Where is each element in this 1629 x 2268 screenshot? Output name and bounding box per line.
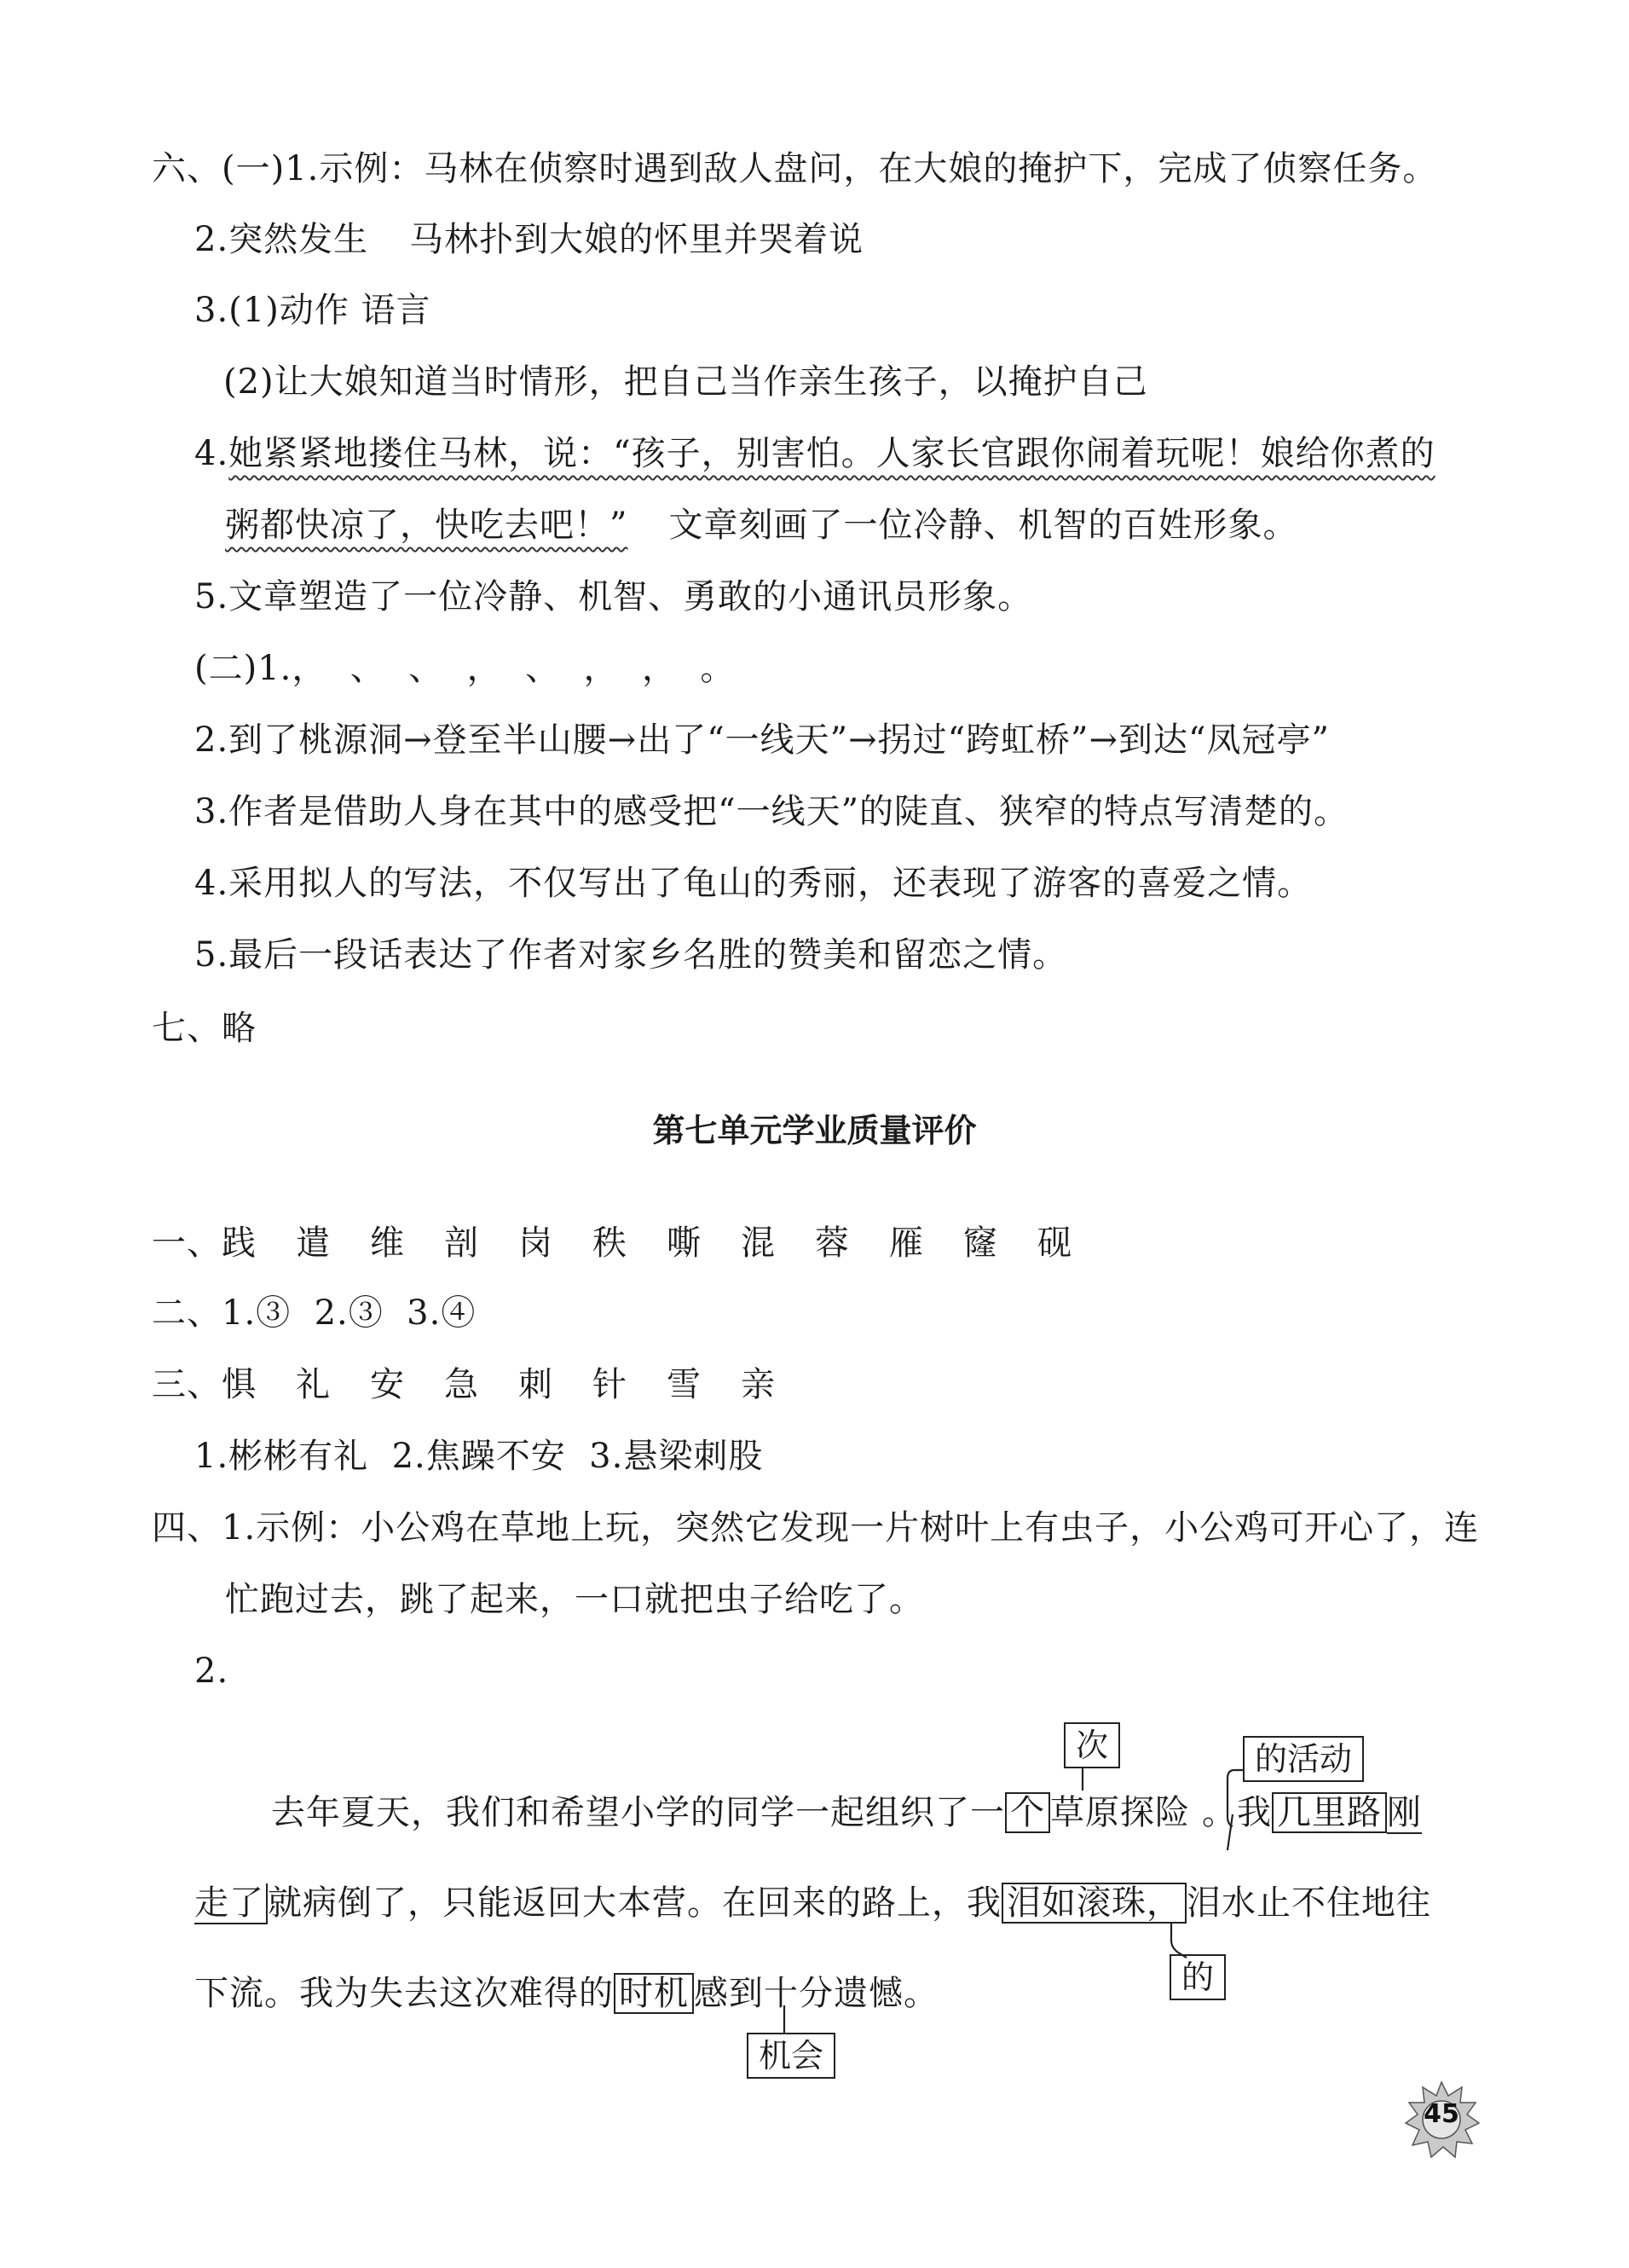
part3-char: 安 <box>370 1365 405 1404</box>
part3-idioms: 1.彬彬有礼 2.焦躁不安 3.悬梁刺股 <box>194 1437 764 1476</box>
unit-title: 第七单元学业质量评价 <box>652 1112 977 1149</box>
passage-text: 感到十分遗憾。 <box>694 1974 939 2013</box>
answer-7: 七、略 <box>152 1009 257 1048</box>
passage-text: 泪水止不住地往 <box>1187 1883 1431 1923</box>
tag-de: 的 <box>1170 1954 1226 2000</box>
tag-ci: 次 <box>1064 1722 1120 1768</box>
part3-char: 刺 <box>518 1365 553 1404</box>
part3-char: 亲 <box>741 1365 776 1404</box>
answer-6-4-prefix: 4. <box>194 434 229 473</box>
part1-char: 岗 <box>518 1224 553 1263</box>
answer-6-2-1: (二)1.， 、 、 ， 、 ， ， 。 <box>194 649 736 688</box>
part1-char: 剖 <box>444 1224 479 1263</box>
passage-text: 就病倒了，只能返回大本营。在回来的路上，我 <box>268 1883 1002 1923</box>
part1-char: 秩 <box>592 1224 627 1263</box>
part3-char: 针 <box>592 1365 627 1404</box>
part1-char: 嘶 <box>667 1224 702 1263</box>
part4-2: 2. <box>194 1652 229 1691</box>
answer-6-2b: 马林扑到大娘的怀里并哭着说 <box>409 220 864 259</box>
mark-box-ge: 个 <box>1005 1792 1050 1833</box>
answer-6-1: 六、(一)1.示例：马林在侦察时遇到敌人盘问，在大娘的掩护下，完成了侦察任务。 <box>152 149 1438 188</box>
part4-1: 四、1.示例：小公鸡在草地上玩，突然它发现一片树叶上有虫子，小公鸡可开心了，连 <box>152 1508 1480 1548</box>
part1-char: 窿 <box>963 1224 998 1263</box>
answer-6-3-2: (2)让大娘知道当时情形，把自己当作亲生孩子，以掩护自己 <box>223 362 1148 402</box>
part3-char: 惧 <box>222 1365 257 1404</box>
part2-answers: 二、1.③ 2.③ 3.④ <box>152 1293 477 1333</box>
part3-char: 礼 <box>296 1365 331 1404</box>
answer-6-4-quote: 她紧紧地搂住马林，说：“孩子，别害怕。人家长官跟你闹着玩呢！娘给你煮的 <box>228 434 1435 473</box>
passage-text: 草原探险 <box>1050 1793 1190 1832</box>
answer-6-2-4: 4.采用拟人的写法，不仅写出了龟山的秀丽，还表现了游客的喜爱之情。 <box>194 864 1313 903</box>
part4-1-cont: 忙跑过去，跳了起来，一口就把虫子给吃了。 <box>225 1580 924 1619</box>
part1-char: 砚 <box>1037 1224 1072 1263</box>
mark-box-leirugunzhu: 泪如滚珠， <box>1002 1883 1187 1924</box>
answer-6-2-3: 3.作者是借助人身在其中的感受把“一线天”的陡直、狭窄的特点写清楚的。 <box>194 792 1349 831</box>
answer-6-4-rest: 文章刻画了一位冷静、机智的百姓形象。 <box>668 506 1298 545</box>
tag-jihui: 机会 <box>747 2033 835 2079</box>
answer-6-4-quote-end: 粥都快凉了，快吃去吧！” <box>225 506 628 545</box>
connector-huodong <box>1228 1770 1243 1826</box>
passage-text: 去年夏天，我们和希望小学的同学一起组织了一 <box>271 1793 1005 1832</box>
passage-text: 。我 <box>1202 1793 1272 1832</box>
answer-6-2a: 2.突然发生 <box>194 220 369 259</box>
answer-6-3: 3.(1)动作 语言 <box>194 291 431 330</box>
part1-char: 维 <box>370 1224 405 1263</box>
answer-6-2-5: 5.最后一段话表达了作者对家乡名胜的赞美和留恋之情。 <box>194 935 1068 975</box>
part3-char: 急 <box>444 1365 479 1404</box>
passage-text: 下流。我为失去这次难得的 <box>194 1974 614 2013</box>
part1-prefix: 一、 <box>152 1224 222 1263</box>
page-number: 45 <box>1424 2099 1459 2129</box>
passage-text-zoule: 走了 <box>194 1883 268 1924</box>
answer-6-2-2: 2.到了桃源洞→登至半山腰→出了“一线天”→拐过“跨虹桥”→到达“凤冠亭” <box>194 720 1330 760</box>
part1-char: 践 <box>222 1224 257 1263</box>
tag-de-huodong: 的活动 <box>1243 1736 1364 1782</box>
part3-char: 雪 <box>667 1365 702 1404</box>
part1-char: 蓉 <box>815 1224 850 1263</box>
part3-prefix: 三、 <box>152 1365 222 1404</box>
answer-6-5: 5.文章塑造了一位冷静、机智、勇敢的小通讯员形象。 <box>194 577 1033 616</box>
mark-box-jililu: 几里路 <box>1272 1792 1387 1833</box>
part1-char: 混 <box>741 1224 776 1263</box>
page-number-badge <box>1402 2080 1481 2159</box>
mark-box-shiji: 时机 <box>614 1973 694 2014</box>
passage-text-gang: 刚 <box>1387 1793 1422 1832</box>
part1-char: 遣 <box>296 1224 331 1263</box>
connector-de <box>1171 1922 1187 1958</box>
part1-char: 雁 <box>889 1224 924 1263</box>
